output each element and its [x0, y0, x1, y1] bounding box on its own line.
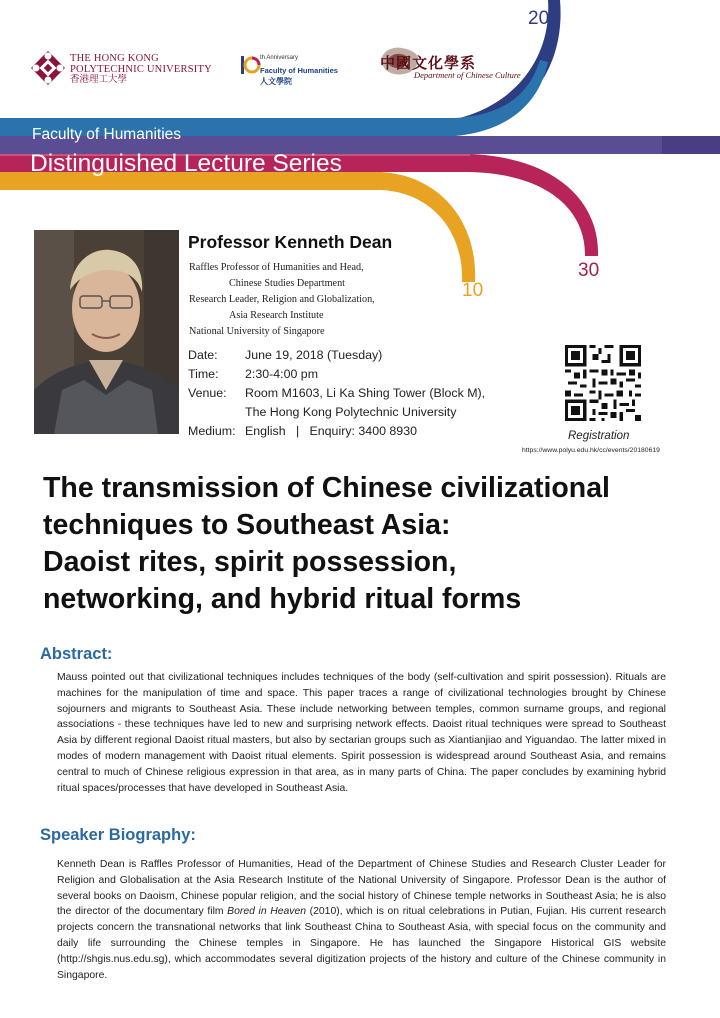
medium-label: Medium:: [188, 424, 236, 438]
registration-label: Registration: [568, 430, 630, 442]
film-title: Bored in Heaven: [227, 906, 307, 918]
anniversary-faculty-chinese: 人文學院: [260, 77, 292, 86]
medium-enquiry-value: English | Enquiry: 3400 8930: [245, 424, 417, 438]
anniversary-number-10: 10: [462, 280, 484, 301]
polyu-emblem-icon: [30, 50, 66, 86]
polyu-name-chinese: 香港理工大學: [70, 75, 128, 85]
time-label: Time:: [188, 367, 219, 381]
lecture-title: [43, 470, 703, 618]
biography-text-part: Kenneth Dean is Raffles Professor of Humanities, Head of the Department of Chinese Studies and Research Cluster Leader for Religion and Globalisation at the Asia Research Institute of the National University of Singapore. Professor Dean is the author of several books on Daoism, Chinese popular religion, and the social history of Chinese temple networks in Southeast Asia; he is also the director of the documentary film: [57, 859, 666, 918]
abstract-text: Mauss pointed out that civilizational techniques includes techniques of the body (self-cultivation and spirit possession). Rituals are machines for the manipulation of time and space. This paper traces a range of civilizational technologies brought by Chinese sojourners and migrants to Southeast Asia. These include networking between temples, common surname groups, and regional associations - these techniques have led to new and surprising network effects. Daoist ritual techniques were spread to Southeast Asia by different regional Daoist ritual masters, but also by sectarian groups such as Xiantianjiao and Yiguandao. The latter mixed in modes of modern management with Daoist ritual elements. Spirit possession is widespread around Southeast Asia, and remains central to much of Chinese religious expression in that area, as in many parts of China. The paper concludes by examining hybrid ritual spaces/processes that have developed in Southeast Asia.: [57, 672, 666, 794]
affiliation-line: National University of Singapore: [189, 326, 325, 337]
venue-value-line2: The Hong Kong Polytechnic University: [245, 405, 457, 419]
chinese-culture-dept-english: Department of Chinese Culture: [414, 70, 521, 80]
event-details: [188, 346, 485, 441]
date-label: Date:: [188, 348, 218, 362]
venue-value: Room M1603, Li Ka Shing Tower (Block M),: [245, 386, 486, 400]
anniversary-faculty: Faculty of Humanities: [260, 66, 338, 75]
lecture-title-line: networking, and hybrid ritual forms: [43, 583, 522, 615]
speaker-affiliation: [189, 260, 375, 340]
polyu-name-line1: THE HONG KONG: [70, 53, 159, 64]
anniversary-logo: [240, 52, 350, 94]
purple-band-right: [662, 136, 720, 154]
chinese-culture-dept-chinese: 中國文化學系: [380, 56, 477, 72]
time-value: 2:30-4:00 pm: [245, 367, 319, 381]
anniversary-number-20: 20: [528, 8, 550, 29]
speaker-photo: [34, 230, 179, 434]
chinese-culture-dept-logo: [378, 44, 548, 86]
anniversary-number-30: 30: [578, 260, 600, 281]
affiliation-line: Chinese Studies Department: [229, 278, 346, 289]
date-value: June 19, 2018 (Tuesday): [245, 348, 383, 362]
registration-qr-code[interactable]: [565, 345, 641, 421]
venue-label: Venue:: [188, 386, 227, 400]
lecture-title-line: techniques to Southeast Asia:: [43, 509, 451, 541]
lecture-title-line: Daoist rites, spirit possession,: [43, 546, 457, 578]
polyu-name-line2: POLYTECHNIC UNIVERSITY: [70, 64, 212, 75]
affiliation-line: Raffles Professor of Humanities and Head,: [189, 262, 364, 273]
lecture-series-title: Distinguished Lecture Series: [30, 150, 342, 177]
anniversary-caption: th Anniversary: [260, 55, 299, 61]
biography-text: [57, 857, 666, 983]
registration-url-link[interactable]: https://www.polyu.edu.hk/cc/events/20180619: [522, 447, 660, 454]
speaker-name: Professor Kenneth Dean: [188, 232, 393, 252]
faculty-heading: Faculty of Humanities: [32, 126, 182, 143]
biography-heading: Speaker Biography:: [40, 826, 196, 844]
biography-text-part: (2010), which is on ritual celebrations in Putian, Fujian. His current research projects concern the transnational networks that link Southeast China to Southeast Asia, with special focus on the community and daily life surrounding the Chinese temples in Singapore. He has launched the Singapore Historical GIS website (http://shgis.nus.edu.sg), which accommodates several digitization projects of the history and culture of the Chinese community in Singapore.: [57, 906, 667, 981]
affiliation-line: Asia Research Institute: [229, 310, 324, 321]
polyu-logo: [30, 50, 215, 90]
affiliation-line: Research Leader, Religion and Globalization,: [189, 294, 375, 305]
lecture-title-line: The transmission of Chinese civilizational: [43, 472, 610, 504]
abstract-heading: Abstract:: [40, 645, 113, 663]
